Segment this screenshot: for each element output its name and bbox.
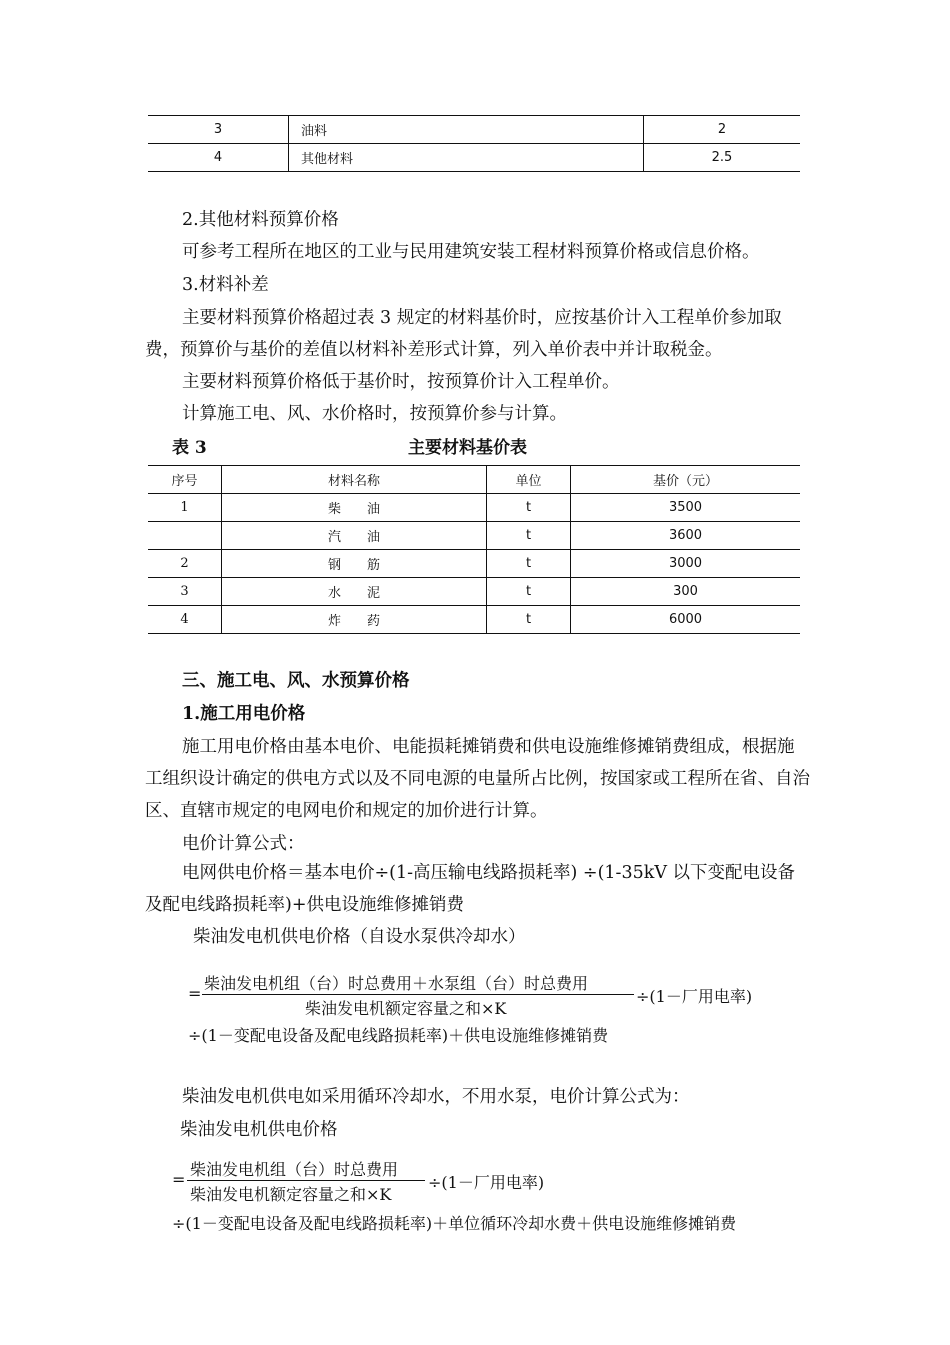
material-name: 汽 油: [222, 522, 487, 550]
header-name: 材料名称: [222, 466, 487, 494]
formula-numerator: 柴油发电机组（台）时总费用: [190, 1160, 399, 1179]
unit: t: [487, 522, 571, 550]
table-header-row: [148, 466, 800, 494]
formula-denominator: 柴油发电机额定容量之和×K: [190, 1185, 392, 1204]
section-heading-material-difference: 3.材料补差: [182, 275, 269, 295]
unit: t: [487, 578, 571, 606]
unit: t: [487, 606, 571, 634]
material-name: 其他材料: [289, 144, 644, 172]
material-name: 钢 筋: [222, 550, 487, 578]
table-row: [148, 606, 800, 634]
table-row: [148, 144, 800, 172]
unit: t: [487, 494, 571, 522]
paragraph: 主要材料预算价格超过表 3 规定的材料基价时，应按基价计入工程单价参加取费，预算价与基价的差值以材料补差形式计算，列入单价表中并计取税金。: [145, 308, 782, 360]
unit: t: [487, 550, 571, 578]
formula-denominator: 柴油发电机额定容量之和×K: [305, 999, 507, 1018]
header-no: 序号: [171, 474, 198, 489]
header-unit: 单位: [487, 466, 571, 494]
table-row: [148, 522, 800, 550]
base-price: 300: [571, 578, 801, 606]
base-price: 3600: [571, 522, 801, 550]
formula-tail: ÷(1－厂用电率): [428, 1173, 545, 1192]
cycle-formula-title: 柴油发电机供电价格: [180, 1120, 338, 1140]
formula-numerator: 柴油发电机组（台）时总费用＋水泵组（台）时总费用: [204, 974, 589, 993]
paragraph: 柴油发电机供电如采用循环冷却水，不用水泵，电价计算公式为：: [182, 1087, 690, 1107]
table-title: 主要材料基价表: [408, 438, 527, 458]
materials-table-top: [148, 115, 800, 172]
table-row: [148, 550, 800, 578]
section-heading-other-materials: 2.其他材料预算价格: [182, 210, 339, 230]
material-name: 水 泥: [222, 578, 487, 606]
paragraph: 主要材料预算价格低于基价时，按预算价计入工程单价。: [182, 372, 620, 392]
equals-sign: =: [188, 984, 202, 1003]
formula-line2: ÷(1－变配电设备及配电线路损耗率)＋单位循环冷却水费＋供电设施维修摊销费: [172, 1214, 737, 1233]
material-name: 柴 油: [222, 494, 487, 522]
fraction-bar: [187, 1180, 425, 1181]
material-value: 2: [717, 122, 727, 137]
table-row: [148, 494, 800, 522]
row-number: 1: [180, 500, 189, 515]
material-name: 炸 药: [222, 606, 487, 634]
grid-price-formula: 电网供电价格＝基本电价÷(1-高压输电线路损耗率) ÷(1-35kV 以下变配电设备及配电线路损耗率)+供电设施维修摊销费: [145, 863, 796, 915]
paragraph: 可参考工程所在地区的工业与民用建筑安装工程材料预算价格或信息价格。: [182, 242, 760, 262]
row-number: 4: [213, 150, 223, 165]
diesel-formula-title: 柴油发电机供电价格（自设水泵供冷却水）: [193, 927, 526, 947]
formula-intro: 电价计算公式：: [182, 834, 305, 854]
table-row: [148, 116, 800, 144]
base-price: 3000: [571, 550, 801, 578]
material-name: 油料: [289, 116, 644, 144]
base-price-table: [148, 465, 800, 634]
fraction-bar: [202, 994, 634, 995]
row-number: [148, 522, 222, 550]
base-price: 3500: [571, 494, 801, 522]
equals-sign: =: [172, 1170, 186, 1189]
row-number: 2: [180, 556, 189, 571]
formula-tail: ÷(1－厂用电率): [636, 987, 753, 1006]
row-number: 3: [180, 584, 189, 599]
table-row: [148, 578, 800, 606]
paragraph: 计算施工电、风、水价格时，按预算价参与计算。: [182, 404, 567, 424]
row-number: 4: [180, 612, 189, 627]
paragraph: 施工用电价格由基本电价、电能损耗摊销费和供电设施维修摊销费组成，根据施工组织设计确定的供电方式以及不同电源的电量所占比例，按国家或工程所在省、自治区、直辖市规定的电网电价和规定的加价进行计算。: [145, 737, 810, 821]
material-value: 2.5: [711, 150, 733, 165]
table-label: 表 3: [172, 438, 207, 458]
base-price: 6000: [571, 606, 801, 634]
row-number: 3: [213, 122, 223, 137]
formula-line2: ÷(1－变配电设备及配电线路损耗率)＋供电设施维修摊销费: [188, 1026, 609, 1045]
header-price: 基价（元）: [571, 466, 801, 494]
part-heading: 三、施工电、风、水预算价格: [182, 671, 410, 691]
subsection-heading: 1.施工用电价格: [182, 704, 306, 724]
